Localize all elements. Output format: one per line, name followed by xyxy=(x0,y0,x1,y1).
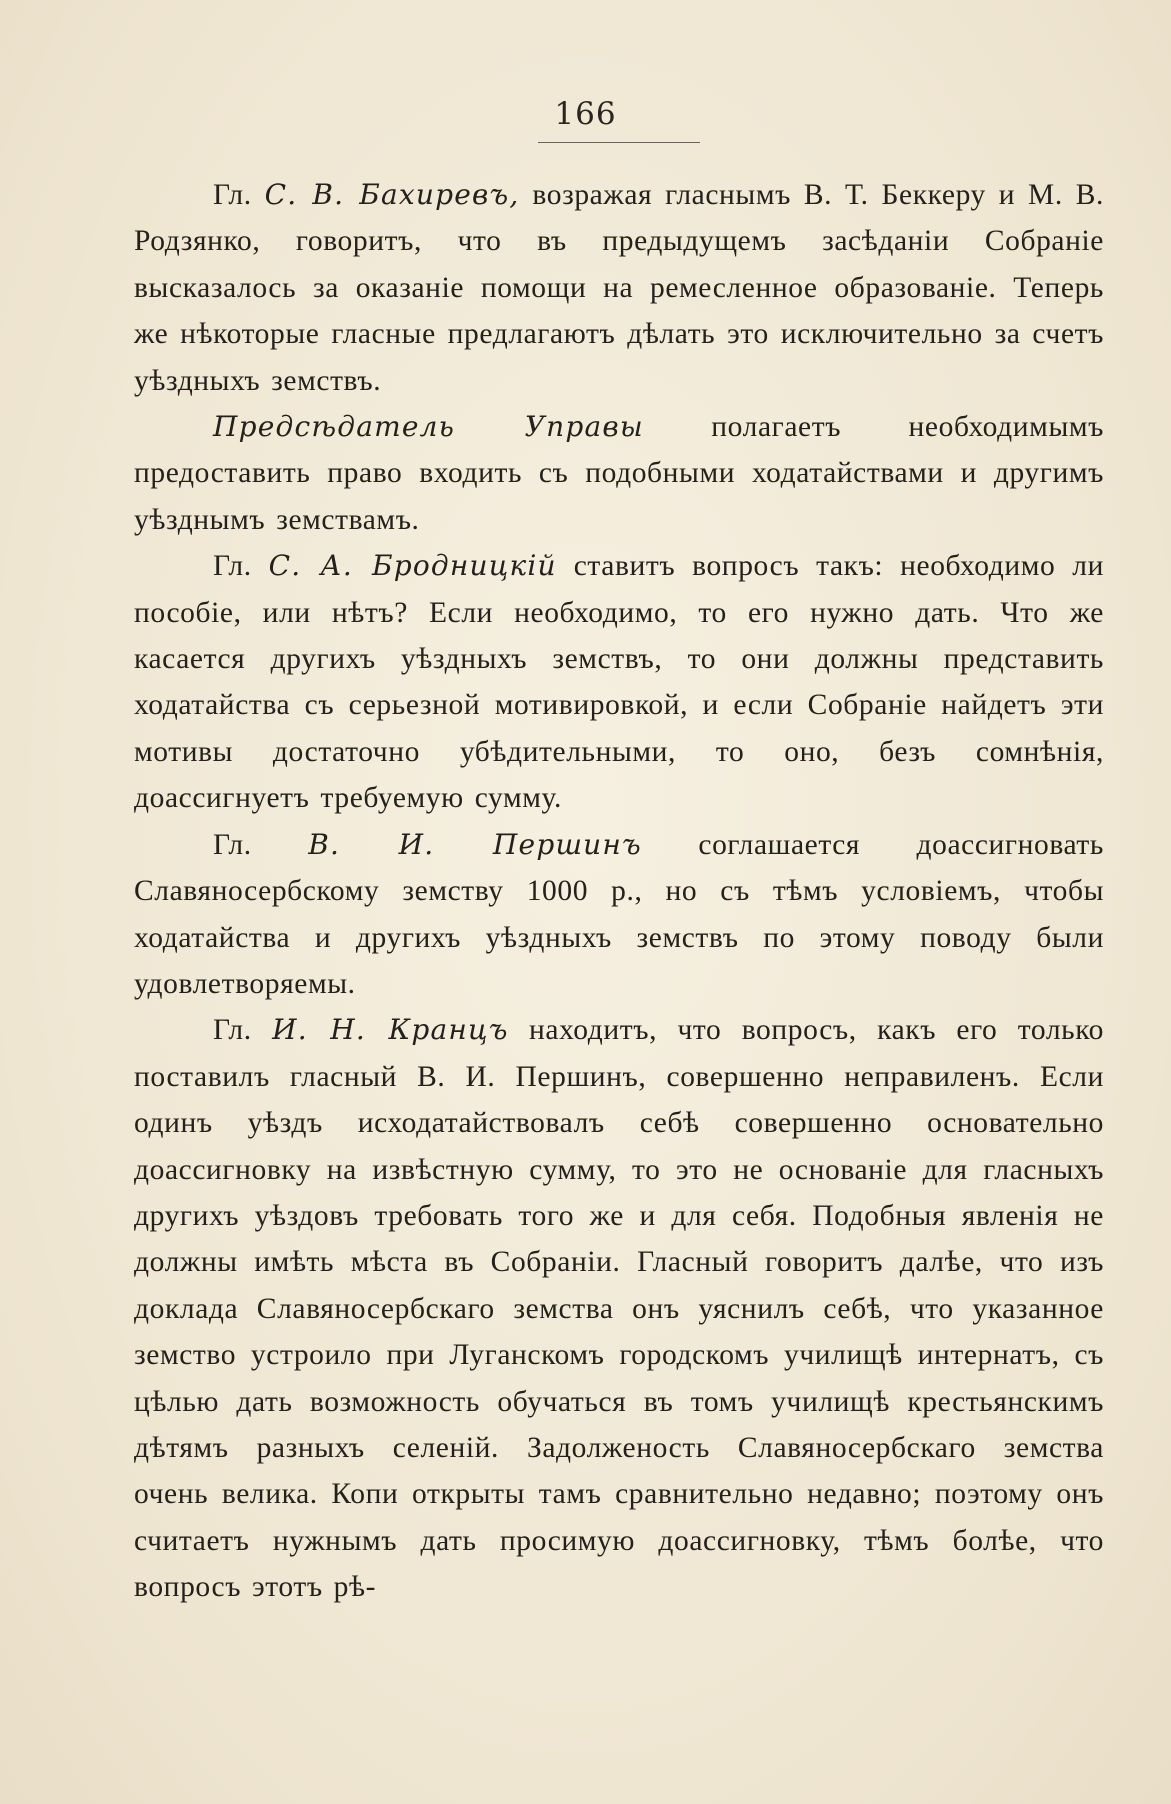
paragraph-chairman xyxy=(134,404,1104,543)
speaker-prefix: Гл. xyxy=(213,550,252,583)
paragraph-text: полагаетъ необходимымъ предоставить право входить съ подобными ходатайствами и другимъ уѣзднымъ земствамъ. xyxy=(134,411,1104,536)
speaker-prefix: Гл. xyxy=(213,828,252,861)
paragraph-text: ставитъ вопросъ такъ: необходимо ли пособіе, или нѣтъ? Если необходимо, то его нужно дать. Что же касается другихъ уѣздныхъ земствъ, то они должны представить ходатайства съ серьезной мотивировкой, и если Собраніе найдетъ эти мотивы достаточно убѣдительными, то оно, безъ сомнѣнія, доассигнуетъ требуемую сумму. xyxy=(134,550,1105,815)
paragraph-pershin xyxy=(134,822,1104,1008)
paragraph-text: соглашается доассигновать Славяносербскому земству 1000 р., но съ тѣмъ условіемъ, чтобы ходатайства и другихъ уѣздныхъ земствъ по этому поводу были удовлетворяемы. xyxy=(134,828,1104,1000)
speaker-name: Предсѣдатель Управы xyxy=(213,410,644,444)
speaker-prefix: Гл. xyxy=(213,1014,252,1047)
paragraph-bakhirev xyxy=(134,172,1104,404)
paragraph-brodnitsky xyxy=(134,543,1104,821)
speaker-name: С. А. Бродницкій xyxy=(268,549,557,583)
speaker-prefix: Гл. xyxy=(213,179,252,211)
paragraph-text: возражая гласнымъ В. Т. Беккеру и М. В. Родзянко, говоритъ, что въ предыдущемъ засѣданіи Собраніе высказалось за оказаніе помощи на ремесленное образованіе. Теперь же нѣкоторые гласные предлагаютъ дѣлать это исключительно за счетъ уѣздныхъ земствъ. xyxy=(134,179,1104,397)
paragraph-text: находитъ, что вопросъ, какъ его только поставилъ гласный В. И. Першинъ, совершенно неправиленъ. Если одинъ уѣздъ исходатайствовалъ себѣ совершенно основательно доассигновку на извѣстную сумму, то это не основаніе для гласныхъ другихъ уѣздовъ требовать того же и для себя. Подобныя явленія не должны имѣть мѣста въ Собраніи. Гласный говоритъ далѣе, что изъ доклада Славяносербскаго земства онъ уяснилъ себѣ, что указанное земство устроило при Луганскомъ городскомъ училищѣ интернатъ, съ цѣлью дать возможность обучаться въ томъ училищѣ крестьянскимъ дѣтямъ разныхъ селеній. Задолженость Славяносербскаго земства очень велика. Копи открыты тамъ сравнительно недавно; поэтому онъ считаетъ нужнымъ дать просимую доассигновку, тѣмъ болѣе, что вопросъ этотъ рѣ- xyxy=(134,1014,1104,1604)
speaker-name: И. Н. Кранцъ xyxy=(272,1013,509,1047)
page-number: 166 xyxy=(554,96,617,132)
page-number-rule xyxy=(538,142,700,143)
paragraph-krants xyxy=(134,1007,1104,1610)
speaker-name: С. В. Бахиревъ, xyxy=(264,178,520,211)
speaker-name: В. И. Першинъ xyxy=(308,827,642,861)
body-text xyxy=(134,172,1104,1611)
